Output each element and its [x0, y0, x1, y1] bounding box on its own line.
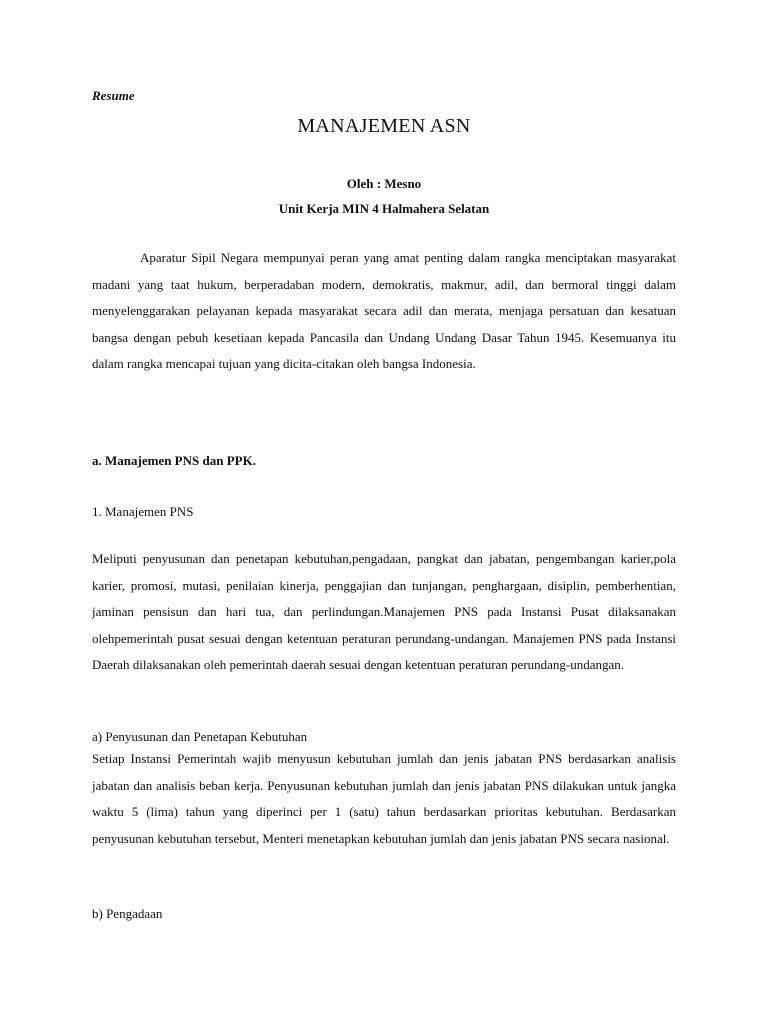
intro-paragraph: Aparatur Sipil Negara mempunyai peran yang amat penting dalam rangka menciptakan masyarakat madani yang taat hukum, berperadaban modern, demokratis, makmur, adil, dan bermoral tinggi dalam menyelenggarakan pelayanan kepada masyarakat secara adil dan merata, menjaga persatuan dan kesatuan bangsa dengan pebuh kesetiaan kepada Pancasila dan Undang Undang Dasar Tahun 1945. Kesemuanya itu dalam rangka mencapai tujuan yang dicita-citakan oleh bangsa Indonesia.	[92, 250, 676, 371]
document-title: MANAJEMEN ASN	[297, 115, 471, 137]
document-label: Resume	[92, 88, 135, 103]
section-a-heading: a. Manajemen PNS dan PPK.	[92, 453, 256, 468]
item-a-heading: a) Penyusunan dan Penetapan Kebutuhan	[92, 729, 308, 744]
item-a-paragraph: Setiap Instansi Pemerintah wajib menyusun kebutuhan jumlah dan jenis jabatan PNS berdasarkan analisis jabatan dan analisis beban kerja. Penyusunan kebutuhan jumlah dan jenis jabatan PNS dilakukan untuk jangka waktu 5 (lima) tahun yang diperinci per 1 (satu) tahun berdasarkan prioritas kebutuhan. Berdasarkan penyusunan kebutuhan tersebut, Menteri menetapkan kebutuhan jumlah dan jenis jabatan PNS secara nasional.	[92, 751, 676, 846]
document-author: Oleh : Mesno	[346, 176, 422, 191]
subsection-1-heading: 1. Manajemen PNS	[92, 504, 194, 519]
item-b-heading: b) Pengadaan	[92, 906, 163, 921]
subsection-1-paragraph: Meliputi penyusunan dan penetapan kebutuhan,pengadaan, pangkat dan jabatan, pengembangan karier,pola karier, promosi, mutasi, penilaian kinerja, penggajian dan tunjangan, penghargaan, disiplin, pemberhentian, jaminan pensisun dan hari tua, dan perlindungan.Manajemen PNS pada Instansi Pusat dilaksanakan olehpemerintah pusat sesuai dengan ketentuan peraturan perundang-undangan. Manajemen PNS pada Instansi Daerah dilaksanakan oleh pemerintah daerah sesuai dengan ketentuan peraturan perundang-undangan.	[92, 551, 676, 672]
document-unit: Unit Kerja MIN 4 Halmahera Selatan	[278, 201, 490, 216]
